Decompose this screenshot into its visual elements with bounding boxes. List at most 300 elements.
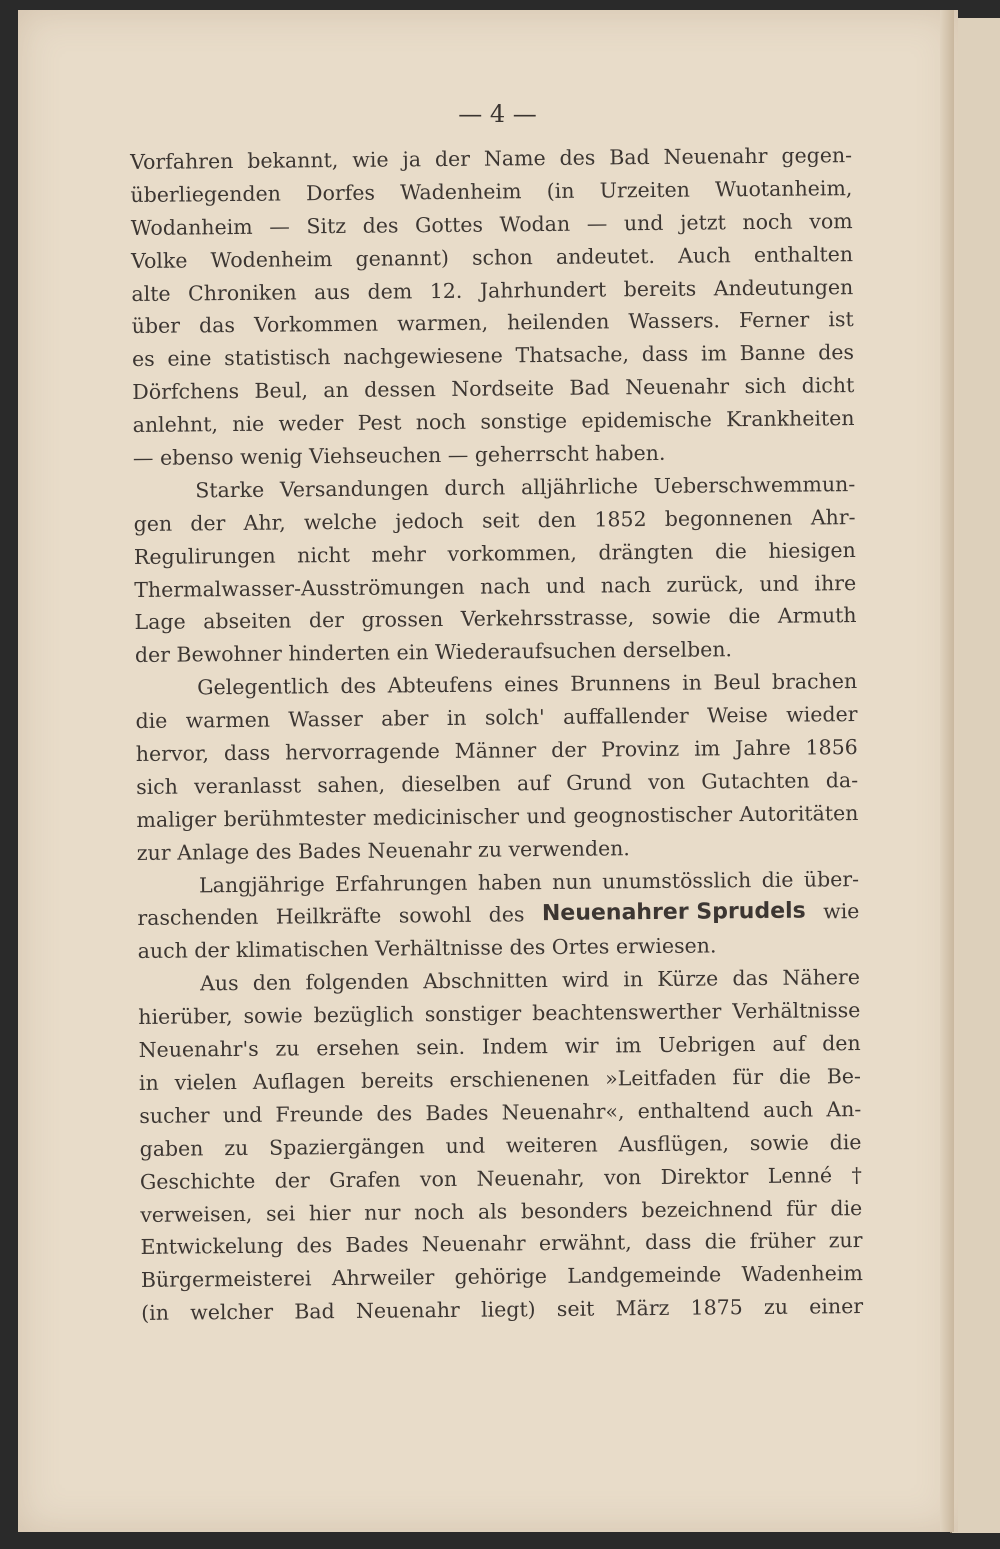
word: nun [552,869,592,894]
word: Thatsache, [515,342,630,368]
word: Neuenahr [663,143,768,169]
word: noch [415,409,467,435]
word: im [694,736,721,761]
word: alte [131,281,171,306]
word: wie [352,147,389,172]
word: Bad [294,1299,335,1324]
word: brachen [771,669,858,695]
word: der [190,510,226,536]
word: Ferner [738,307,810,333]
word: dem [367,278,413,304]
word: genannt) [355,245,449,271]
text-line [141,1290,863,1330]
word: die [714,538,747,564]
word: ja [402,147,422,172]
word: noch [742,209,793,234]
word: des [255,839,292,864]
word: beachtenswerther [532,999,722,1026]
word: früher [749,1228,816,1254]
word: den [537,507,577,532]
word: bereits [623,276,697,301]
word: Bad [569,375,610,401]
word: gen [133,511,173,536]
word: Geschichte [139,1168,256,1194]
word: gaben [139,1136,204,1161]
word: Neuenahr [625,374,730,400]
word: Neuenahr, [476,1165,585,1191]
word: durch [444,475,506,500]
word: März [615,1296,670,1321]
word: zu [763,1294,789,1320]
word: Be- [826,1063,861,1089]
word: vielen [174,1069,237,1095]
word: dieselben [401,771,501,797]
word: — [269,214,290,239]
word: von [647,769,686,794]
word: bereits [360,1068,434,1093]
word: Ausflügen, [618,1131,730,1157]
word: auf [772,1031,806,1056]
word: Krankheiten [726,406,855,432]
word: folgenden [305,969,410,995]
word: zu [275,1036,300,1061]
word: Wassers. [628,308,721,334]
word: sich [136,774,179,799]
word: Bewohner [176,641,283,667]
word: der [274,1167,310,1193]
text-line [131,205,853,245]
word: Gottes [414,212,484,238]
word: Wadenheim [741,1261,863,1287]
word: hervor, [135,741,210,767]
word: erschienenen [449,1066,590,1092]
word: wieder [786,702,858,727]
word: dass [223,740,271,766]
word: im [700,341,728,366]
word: der [194,938,230,963]
text-line [139,1126,861,1166]
word: Dorfes [306,180,376,206]
word: Starke [195,477,265,503]
word: nach [480,573,531,599]
word: über- [803,866,860,892]
word: eine [167,346,212,371]
word: Bades [425,1100,489,1126]
word: Thermalwasser-Ausströmungen [134,574,465,602]
word: Vorfahren [130,149,234,174]
word: in [623,967,644,992]
word: einer [809,1294,864,1319]
body-text [130,139,863,1330]
word: drängten [598,539,694,565]
word: die [135,708,168,734]
word: Neuenahr [367,837,472,863]
word: Freunde [275,1101,364,1127]
word: Weise [706,703,768,728]
word: — [132,445,154,471]
word: Banne [739,340,806,366]
word: erwiesen. [615,933,717,959]
word: ist [828,307,854,332]
word: liegt) [480,1297,536,1322]
word: verwenden. [508,835,631,862]
word: der [551,737,587,763]
word: berühmtester [223,805,366,831]
word: überliegenden [130,181,281,207]
word: Name [483,146,546,171]
word: enthaltend [637,1097,751,1123]
word: zur [136,840,171,865]
word: ein [396,640,429,665]
word: Wodenheim [210,246,333,272]
word: ihre [814,570,857,596]
text-line [133,402,855,442]
word: grossen [361,607,444,633]
text-line [136,797,858,837]
word: sein. [416,1034,466,1060]
word: wird [561,967,610,993]
word: und [526,803,567,829]
word: sowohl [398,903,472,928]
word: Neuenahr's [138,1036,259,1063]
word: seit [556,1296,595,1322]
text-line [139,1060,861,1100]
word: Auch [677,242,731,268]
word: auch [762,1097,814,1122]
word: jetzt [679,210,726,235]
word: (in [141,1300,170,1326]
word: das [732,966,769,991]
word: welcher [190,1299,274,1325]
word: des [376,1101,413,1126]
word: in [138,1070,159,1095]
word: veranlasst [193,773,302,799]
word: ebenso [159,445,234,470]
word: den [822,1031,861,1056]
word: geognostischer [573,802,733,828]
word: Ortes [551,934,610,960]
word: den [252,970,292,996]
word: 12. [429,278,463,303]
word: 1856 [805,735,858,760]
word: mehr [371,541,427,567]
word: klimatischen [235,937,369,963]
word: dass [644,1230,692,1255]
bold-phrase: Neuenahrer Sprudels [541,899,806,927]
word: des [818,340,855,365]
word: Wasser [288,706,363,732]
word: Pest [357,410,402,435]
word: Lage [134,609,186,635]
word: jedoch [395,508,464,534]
word: dessen [364,377,436,402]
word: bezüglich [313,1002,414,1028]
word: begonnenen [664,505,793,531]
word: sowie [749,1130,809,1155]
word: Urzeiten [599,177,690,203]
word: Verhältnisse [732,998,861,1024]
word: auf [516,770,551,796]
word: Neuenahr«, [501,1099,625,1125]
word: und [759,571,800,596]
word: anlehnt, [132,412,219,438]
word: Entwickelung [140,1233,284,1260]
word: nie [232,411,265,437]
word: Beul [713,670,761,695]
page-number: — 4 — [458,100,537,128]
word: Wuotanheim, [714,175,853,202]
word: Vorkommen [253,312,379,338]
word: Jahre [734,735,791,761]
word: die [830,1195,863,1220]
word: und [545,573,586,598]
word: wenig [239,444,303,469]
word: nur [364,1199,401,1225]
word: warmen, [397,311,489,336]
word: Männer [454,738,537,763]
word: abseiten [203,608,292,634]
word: und [222,1102,263,1127]
word: — [447,442,469,467]
word: Beul, [254,378,309,404]
word: die [704,1229,737,1254]
word: gegen- [781,143,853,168]
word: des [509,935,546,960]
text-line [134,600,856,640]
word: verweisen, [140,1201,253,1227]
word: von [419,1166,458,1191]
word: erwähnt, [538,1230,632,1256]
word: bekannt, [247,148,339,173]
word: 1852 [594,506,647,532]
word: gehörige [454,1264,548,1290]
word: Andeutungen [713,274,854,300]
word: auch [137,938,188,964]
word: auffallender [562,703,689,730]
word: hervorragende [285,739,440,765]
word: Bad [609,145,650,170]
word: im [615,1033,642,1058]
word: nachgewiesene [343,343,503,370]
word: besonders [520,1197,628,1223]
word: epidemische [581,407,712,433]
text-line [141,1257,863,1297]
word: Wiederaufsuchen [434,638,617,665]
word: Ahr, [243,510,286,535]
word: † [851,1162,862,1187]
word: Ahrweiler [331,1265,435,1291]
word: Bades [297,838,362,864]
word: des [559,145,596,170]
word: enthalten [753,241,854,267]
word: hierüber, [138,1004,233,1030]
word: nicht [297,542,350,568]
word: nach [600,572,652,598]
word: aus [313,279,351,304]
word: das [198,313,236,338]
word: heilenden [507,309,610,335]
word: Gelegentlich [197,674,330,700]
word: Neuenahr [355,1298,460,1324]
word: die [728,604,761,629]
word: der [308,608,345,633]
word: (in [546,178,575,203]
word: 1875 [690,1295,743,1320]
word: Abteufens [387,672,493,698]
word: maliger [136,807,217,832]
word: Uebrigen [658,1032,756,1058]
word: welche [303,509,378,535]
word: zu [224,1135,249,1160]
word: sucher [139,1103,210,1128]
word: der [434,146,471,172]
word: unumstösslich [602,867,752,894]
word: sich [744,373,787,399]
word: an [323,378,349,403]
word: Verhältnisse [374,935,504,962]
word: die [761,867,794,892]
word: für [732,1064,764,1090]
word: sei [265,1200,296,1226]
word: Sitz [306,213,347,239]
word: seit [481,508,520,533]
word: andeutet. [555,243,656,269]
word: sowie [243,1003,303,1029]
word: Wodanheim [130,214,253,240]
word: hiesigen [768,537,856,563]
word: Lenné [767,1162,833,1188]
word: Kürze [657,966,719,992]
word: ersehen [316,1035,400,1061]
word: sahen, [317,772,386,798]
word: zur [828,1228,863,1253]
page-edge-shadow [940,10,954,1532]
word: raschenden [137,905,259,931]
word: weiteren [505,1132,598,1158]
word: zu [477,837,503,862]
word: als [477,1198,508,1224]
word: Provinz [601,736,680,762]
word: Volke [130,248,188,273]
word: Direktor [660,1163,749,1189]
word: bezeichnend [641,1196,773,1222]
word: Heilkräfte [275,904,382,930]
word: sonstiger [424,1001,522,1027]
word: eines [504,672,559,697]
text-line [133,501,855,541]
word: Spaziergängen [268,1133,425,1160]
word: des [362,213,399,238]
word: Bades [345,1232,409,1258]
word: Armuth [777,603,857,629]
word: Ueberschwemmun- [653,471,856,498]
word: aber [381,706,429,731]
word: die [778,1064,811,1089]
word: Landgemeinde [567,1262,722,1289]
word: haben [477,869,542,895]
word: noch [413,1199,465,1224]
word: An- [826,1096,862,1122]
word: für [786,1195,817,1221]
word: Wadenheim [400,179,522,205]
word: Aus [199,971,239,996]
word: über [131,313,181,339]
word: und [445,1133,486,1158]
word: hinderten [288,640,391,666]
word: Viehseuchen [308,443,442,469]
word: warmen [185,707,271,733]
word: geherrscht [474,441,589,467]
word: Brunnens [570,671,671,697]
word: dass [641,341,689,367]
word: Erfahrungen [334,870,468,896]
word: vom [809,208,853,234]
word: Regulirungen [133,543,276,569]
word: haben. [594,440,666,466]
word: Autoritäten [739,800,859,826]
word: wir [564,1033,599,1058]
word: — [586,211,608,236]
word: wie [823,899,860,924]
word: und [623,210,664,236]
word: hier [308,1200,351,1225]
word: schon [471,244,533,270]
word: Auflagen [252,1068,346,1094]
word: Nordseite [451,376,555,402]
word: statistisch [224,345,331,371]
word: Grafen [329,1167,401,1192]
word: Anlage [177,839,250,865]
word: Dörfchens [132,379,240,405]
word: Grund [566,770,632,795]
word: da- [825,767,859,793]
word: Nähere [782,965,861,991]
word: zurück, [666,571,745,597]
word: dicht [801,373,855,398]
word: weder [278,411,344,436]
word: der [134,642,171,668]
word: Chroniken [187,279,297,306]
word: von [603,1164,642,1190]
word: Bürgermeisterei [140,1266,312,1293]
word: Langjährige [198,871,325,897]
word: derselben. [622,637,733,663]
word: Abschnitten [423,968,548,994]
word: Indem [481,1034,549,1059]
word: Neuenahr [421,1231,526,1257]
text-line [137,896,859,936]
word: Gutachten [701,768,810,794]
word: die [829,1129,862,1155]
word: alljährliche [520,474,639,500]
word: es [131,347,155,372]
word: sowie [651,604,712,630]
word: in [446,705,467,731]
word: Versandungen [279,476,429,502]
word: sonstige [480,408,568,434]
word: medicinischer [372,804,520,830]
word: Wodan [499,211,571,237]
word: solch' [484,705,545,730]
word: vorkommen, [447,540,577,566]
word: des [340,673,377,699]
word: Ahr- [810,504,856,530]
word: Verkehrsstrasse, [460,605,635,632]
word: des [296,1233,333,1258]
word: »Leitfaden [605,1065,717,1091]
word: in [682,670,703,695]
word: des [488,902,525,928]
